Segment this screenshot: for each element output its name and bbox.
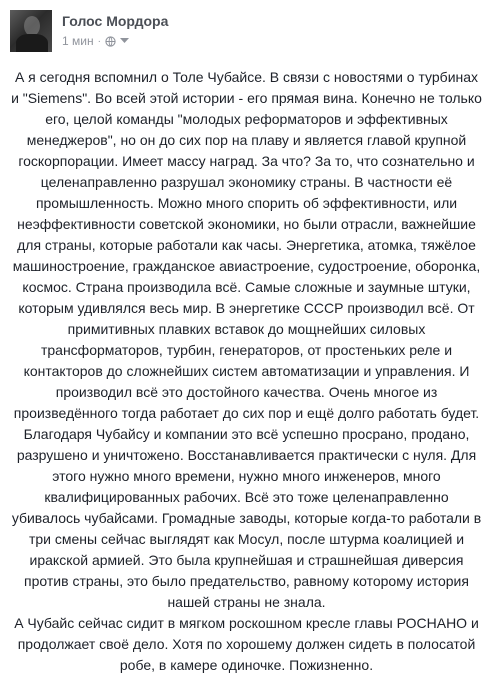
- post-meta: [62, 34, 129, 48]
- chevron-down-icon[interactable]: [120, 38, 129, 44]
- timestamp[interactable]: 1 мин: [62, 34, 94, 48]
- avatar[interactable]: [10, 10, 52, 52]
- globe-icon[interactable]: [105, 36, 116, 47]
- post-paragraph: А я сегодня вспомнил о Толе Чубайсе. В связи с новостями о турбинах и "Siemens". Во всей этой истории - его прямая вина. Конечно не только его, целой команды "молодых реформаторов и эффективных менеджеров", но он до сих пор на плаву и является главой крупной госкорпорации. Имеет массу наград. За что? За то, что сознательно и целенаправленно разрушал экономику страны. В частности её промышленность. Можно много спорить об эффективности, или неэффективности советской экономики, но были отрасли, важнейшие для страны, которые работали как часы. Энергетика, атомка, тяжёлое машиностроение, гражданское авиастроение, судостроение, оборонка, космос. Страна производила всё. Самые сложные и заумные штуки, которым удивлялся весь мир. В энергетике СССР производил всё. От примитивных плавких вставок до мощнейших силовых трансформаторов, турбин, генераторов, от простеньких реле и контакторов до сложнейших систем автоматизации и управления. И производил всё это достойного качества. Очень многое из произведённого тогда работает до сих пор и ещё долго работать будет. Благодаря Чубайсу и компании это всё успешно просрано, продано, разрушено и уничтожено. Восстанавливается практически с нуля. Для этого нужно много времени, нужно много инженеров, много квалифицированных рабочих. Всё это тоже целенаправленно убивалось чубайсами. Громадные заводы, которые когда-то работали в три смены сейчас выглядят как Мосул, после штурма коалицией и иракской армией. Это была крупнейшая и страшнейшая диверсия против страны, это было предательство, равному которому история нашей страны не знала.: [11, 69, 482, 610]
- page-name[interactable]: Голос Мордора: [62, 13, 169, 29]
- post-body: [10, 67, 483, 676]
- post-paragraph: А Чубайс сейчас сидит в мягком роскошном кресле главы РОСНАНО и продолжает своё дело. Хотя по хорошему должен сидеть в полосатой робе, в камере одиночке. Пожизненно.: [14, 615, 479, 673]
- separator: ·: [97, 35, 101, 47]
- post-header: [10, 10, 481, 54]
